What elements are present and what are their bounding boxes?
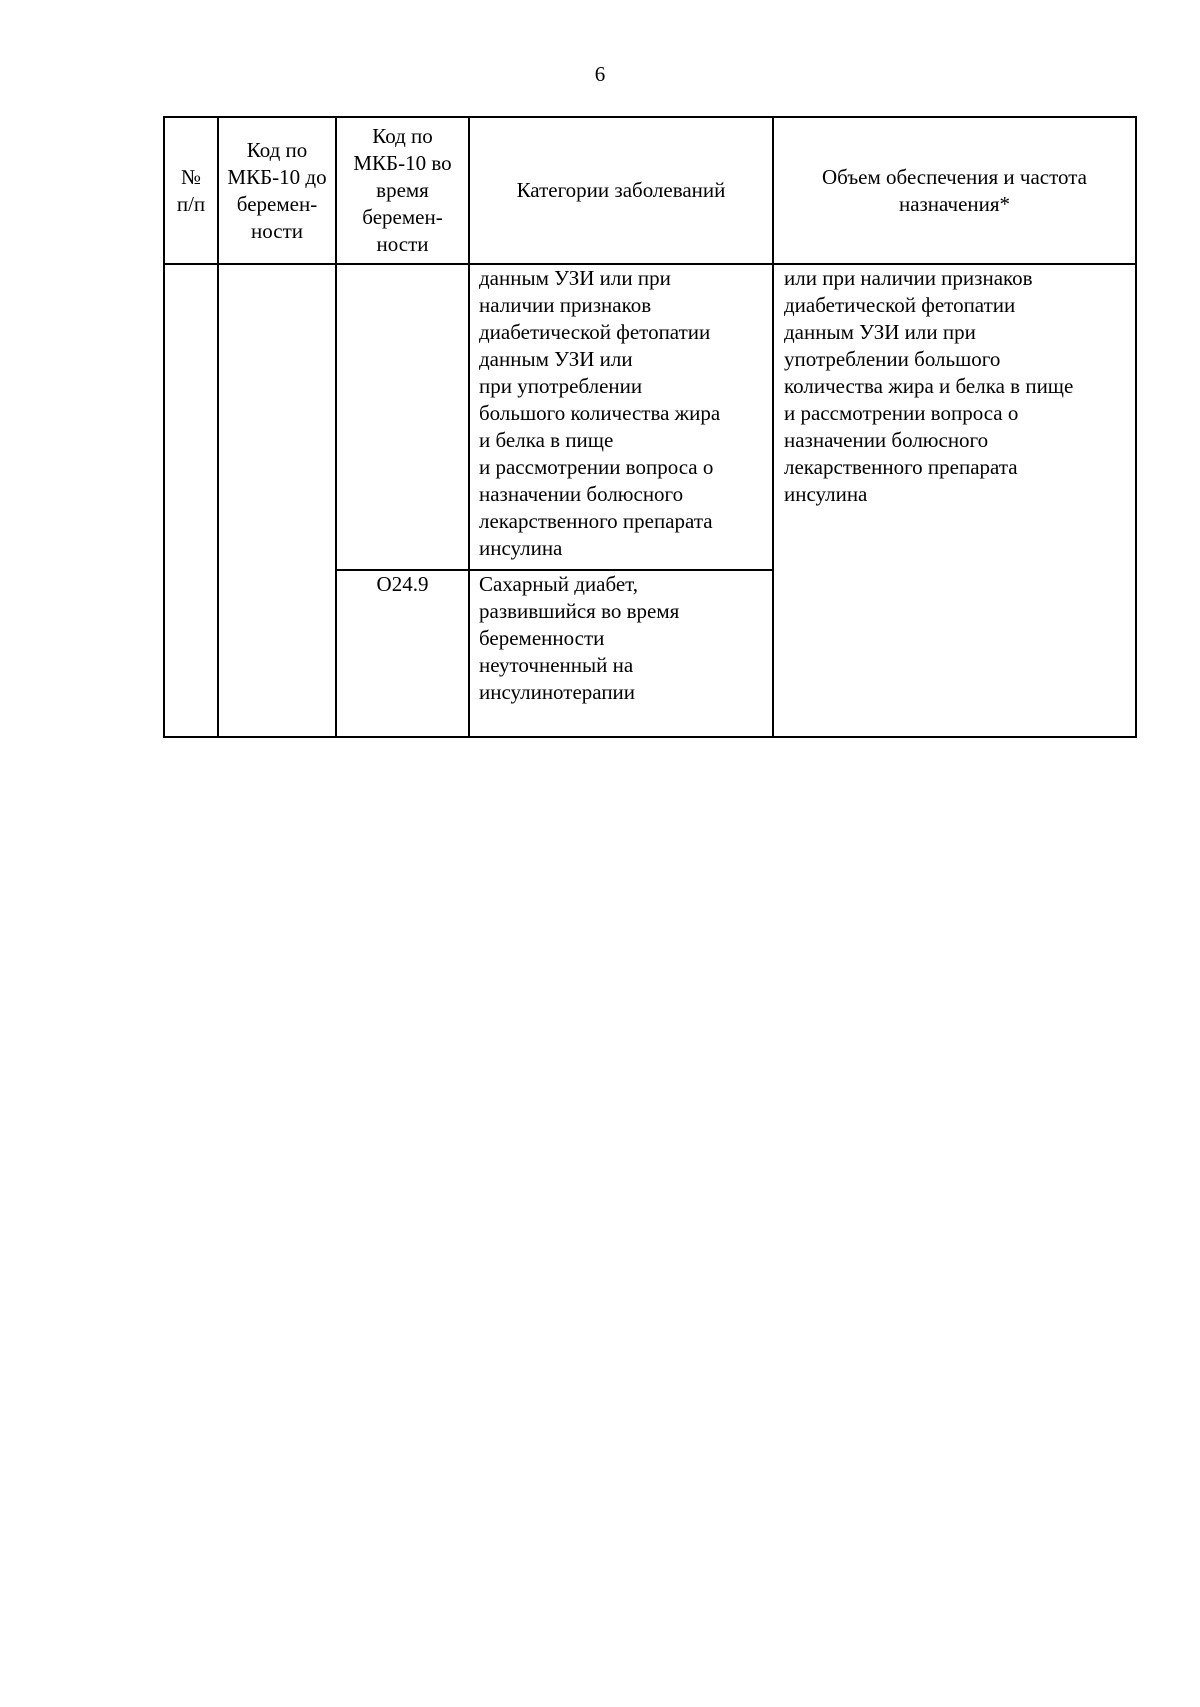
header-code-during [336, 117, 469, 264]
header-volume [773, 117, 1136, 264]
header-num [164, 117, 218, 264]
cell-category [469, 264, 773, 570]
header-categories [469, 117, 773, 264]
table-row [164, 264, 1136, 570]
cell-category-text: Сахарный диабет, развившийся во время беременности неуточненный на инсулинотерапии [479, 572, 680, 704]
cell-volume-text: или при наличии признаков диабетической фетопатии данным УЗИ или при употреблении большого количества жира и белка в пище и рассмотрении вопроса о назначении болюсного лекарственного препарата инсулина [784, 266, 1074, 506]
header-volume-label: Объем обеспечения и частота назначения* [822, 164, 1087, 216]
cell-category [469, 570, 773, 737]
cell-code-during-text: O24.9 [376, 572, 429, 596]
header-code-before-label: Код по МКБ-10 до беремен- ности [227, 137, 327, 243]
cell-volume [773, 264, 1136, 737]
cell-code-during [336, 264, 469, 570]
header-categories-label: Категории заболеваний [516, 178, 726, 202]
header-code-before [218, 117, 336, 264]
cell-category-text: данным УЗИ или при наличии признаков диабетической фетопатии данным УЗИ или при употреблении большого количества жира и белка в пище и рассмотрении вопроса о назначении болюсного лекарственного препарата инсулина [479, 266, 721, 560]
page-number: 6 [594, 62, 606, 86]
header-num-label: № п/п [176, 164, 206, 216]
cell-code-before [218, 264, 336, 737]
cell-num [164, 264, 218, 737]
cell-code-during [336, 570, 469, 737]
medical-table [163, 116, 1137, 738]
table-header-row [164, 117, 1136, 264]
header-code-during-label: Код по МКБ-10 во время беремен- ности [353, 124, 452, 256]
